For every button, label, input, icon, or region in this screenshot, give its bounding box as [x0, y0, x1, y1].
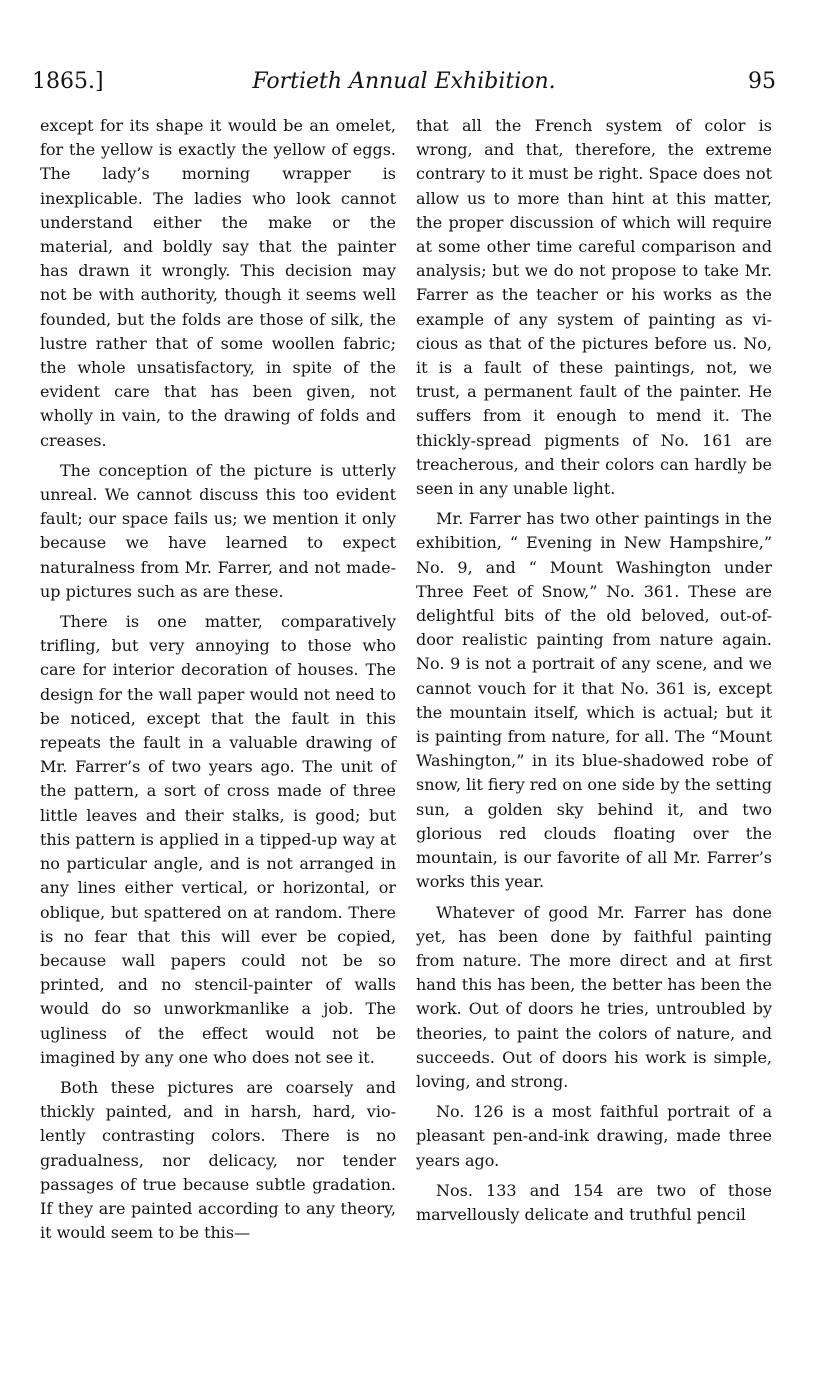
paragraph: There is one matter, comparatively trifling, but very annoying to those who care for interior decoration of houses. The design for the wall paper would not need to be noticed, except that the fault in this repeats the fault in a valuable drawing of Mr. Farrer’s of two years ago. The unit of the pattern, a sort of cross made of three little leaves and their stalks, is good; but this pattern is applied in a tipped-up way at no particular angle, and is not arranged in any lines either vertical, or horizontal, or oblique, but spattered on at random. There is no fear that this will ever be copied, because wall papers could not be so printed, and no stencil-painter of walls would do so unworkmanlike a job. The ugliness of the effect would not be imagined by any one who does not see it. [40, 612, 396, 1067]
paragraph: Both these pictures are coarsely and thickly painted, and in harsh, hard, violently contrasting colors. There is no gradualness, nor delicacy, nor tender passages of true because subtle gradation. If they are painted according to any theory, it would seem to be this— [40, 1077, 396, 1243]
running-head [32, 62, 776, 102]
header-year: 1865.] [32, 69, 104, 94]
paragraph: No. 126 is a most faithful portrait of a pleasant pen-and-ink drawing, made three years ago. [416, 1102, 772, 1170]
paragraph: Mr. Farrer has two other paintings in the exhibition, “ Evening in New Hampshire,” No. 9, and “ Mount Washington under Three Feet of Snow,” No. 361. These are delightful bits of the old beloved, out-of-door realistic painting from nature again. No. 9 is not a portrait of any scene, and we cannot vouch for it that No. 361 is, except the mountain itself, which is actual; but it is painting from nature, for all. The “Mount Washington,” in its blue-shadowed robe of snow, lit fiery red on one side by the setting sun, a golden sky behind it, and two glorious red clouds floating over the mountain, is our favorite of all Mr. Farrer’s works this year. [416, 509, 772, 892]
header-title: Fortieth Annual Exhibition. [252, 69, 556, 94]
paragraph: The conception of the picture is utterly unreal. We cannot discuss this too evident fault; our space fails us; we mention it only because we have learned to expect naturalness from Mr. Farrer, and not made-up pictures such as are these. [40, 460, 396, 601]
paragraph: except for its shape it would be an omelet, for the yellow is exactly the yellow of eggs. The lady’s morning wrapper is inexplicable. The ladies who look cannot understand either the make or the material, and boldly say that the painter has drawn it wrongly. This decision may not be with authority, though it seems well founded, but the folds are those of silk, the lustre rather that of some woollen fabric; the whole unsatisfactory, in spite of the evident care that has been given, not wholly in vain, to the drawing of folds and creases. [40, 116, 396, 450]
paragraph: Whatever of good Mr. Farrer has done yet, has been done by faithful painting from nature. The more direct and at first hand this has been, the better has been the work. Out of doors he tries, untroubled by theories, to paint the colors of nature, and succeeds. Out of doors his work is simple, loving, and strong. [416, 902, 772, 1091]
left-column [40, 114, 396, 1251]
right-column [416, 114, 772, 1233]
paragraph: Nos. 133 and 154 are two of those marvellously delicate and truthful pencil [416, 1180, 772, 1224]
page-number: 95 [748, 69, 776, 94]
paragraph: that all the French system of color is wrong, and that, therefore, the extreme contrary to it must be right. Space does not allow us to more than hint at this matter, the proper discussion of which will require at some other time careful comparison and analysis; but we do not propose to take Mr. Farrer as the teacher or his works as the example of any system of painting as vicious as that of the pictures before us. No, it is a fault of these paintings, not, we trust, a permanent fault of the painter. He suffers from it enough to mend it. The thickly-spread pigments of No. 161 are treacherous, and their colors can hardly be seen in any unable light. [416, 116, 772, 499]
